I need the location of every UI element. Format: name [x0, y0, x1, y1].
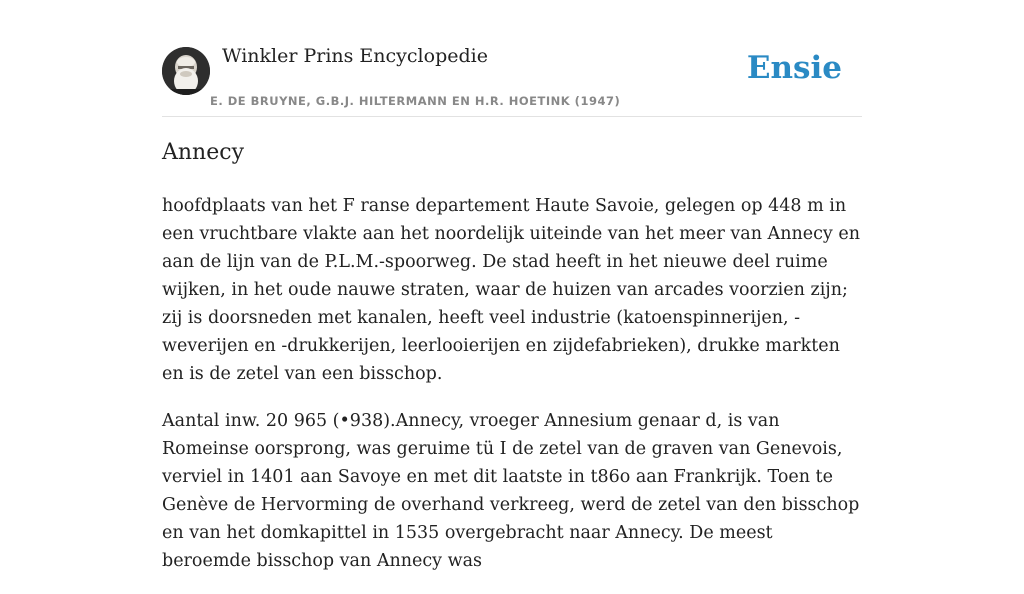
encyclopedia-authors: E. DE BRUYNE, G.B.J. HILTERMANN EN H.R. HOETINK (1947): [210, 94, 621, 108]
ensie-logo-link[interactable]: Ensie: [746, 50, 842, 86]
header: [162, 0, 862, 117]
entry-title: Annecy: [162, 140, 244, 165]
entry-paragraph: Aantal inw. 20 965 (•938).Annecy, vroeger Annesium genaar d, is van Romeinse oorsprong, was geruime tü I de zetel van de graven van Genevois, verviel in 1401 aan Savoye en met dit laatste in t86o aan Frankrijk. Toen te Genève de Hervorming de overhand verkreeg, werd de zetel van den bisschop en van het domkapittel in 1535 overgebracht naar Annecy. De meest beroemde bisschop van Annecy was: [162, 411, 860, 571]
encyclopedia-title[interactable]: Winkler Prins Encyclopedie: [222, 45, 488, 67]
page: [162, 0, 862, 571]
entry-paragraph: hoofdplaats van het F ranse departement Haute Savoie, gelegen op 448 m in een vruchtbare vlakte aan het noordelijk uiteinde van het meer van Annecy en aan de lijn van de P.L.M.-spoorweg. De stad heeft in het nieuwe deel ruime wijken, in het oude nauwe straten, waar de huizen van arcades voorzien zijn; zij is doorsneden met kanalen, heeft veel industrie (katoenspinnerijen, -weverijen en -drukkerijen, leerlooierijen en zijdefabrieken), drukke markten en is de zetel van een bisschop.: [162, 196, 860, 384]
entry-body: [162, 192, 862, 594]
author-avatar[interactable]: [162, 47, 210, 95]
portrait-icon: [162, 47, 210, 95]
